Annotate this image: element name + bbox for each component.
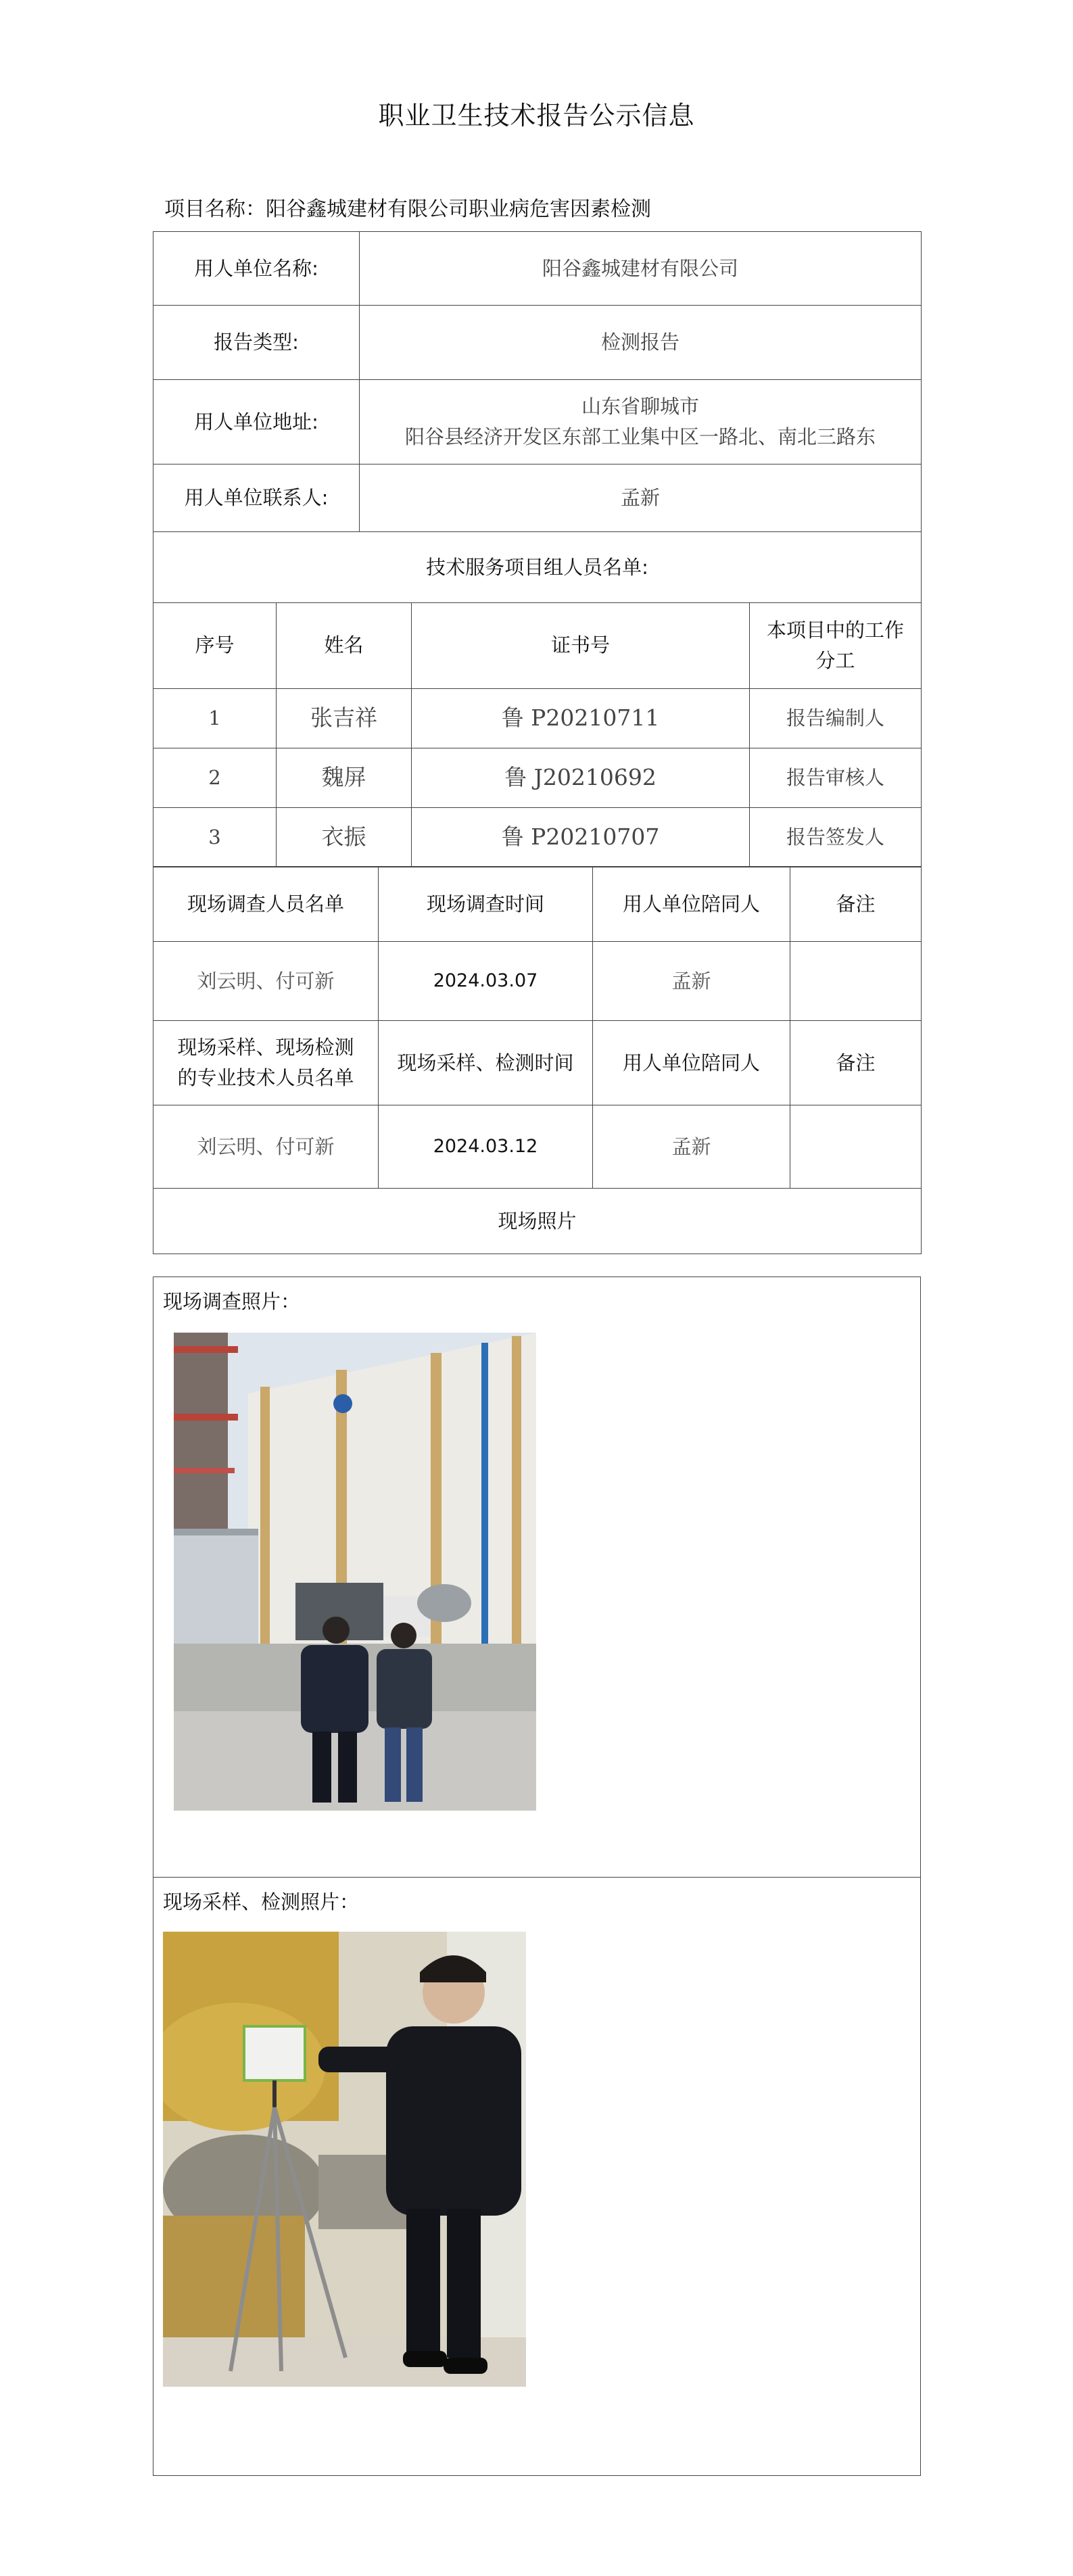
team-row: [153, 807, 922, 867]
survey-remark: [790, 942, 922, 1021]
team-row: [153, 688, 922, 748]
team-header-role-line-2: 分工: [815, 648, 855, 672]
sampling-escort: 孟新: [593, 1105, 790, 1189]
photo-block: [153, 1277, 921, 2476]
address-line-2: 阳谷县经济开发区东部工业集中区一路北、南北三路东: [404, 425, 876, 448]
contact-label: 用人单位联系人:: [153, 464, 360, 532]
sampling-remark: [790, 1105, 922, 1189]
sampling-header-escort: 用人单位陪同人: [593, 1021, 790, 1105]
sampling-header-people-line-1: 现场采样、现场检测: [177, 1036, 354, 1059]
survey-header-row: [153, 867, 922, 942]
team-row-role: 报告编制人: [750, 688, 922, 748]
info-sheet: [153, 231, 921, 1254]
team-header-role: [750, 602, 922, 688]
photos-title-row: [153, 1189, 922, 1254]
team-header-name: 姓名: [277, 602, 412, 688]
team-row: [153, 748, 922, 807]
survey-header-people: 现场调查人员名单: [153, 867, 379, 942]
address-value: [360, 380, 922, 464]
employer-name-row: [153, 232, 922, 306]
team-row-name: 衣振: [277, 807, 412, 867]
sampling-header-time: 现场采样、检测时间: [379, 1021, 593, 1105]
team-row-cert: 鲁 J20210692: [412, 748, 750, 807]
contact-row: [153, 464, 922, 532]
team-row-role: 报告签发人: [750, 807, 922, 867]
sampling-photo-label: 现场采样、检测照片：: [163, 1890, 360, 1913]
sampling-time: 2024.03.12: [379, 1105, 593, 1189]
contact-value: 孟新: [360, 464, 922, 532]
sampling-photo-section: [153, 1878, 920, 2475]
survey-data-row: [153, 942, 922, 1021]
team-table: [153, 602, 922, 867]
project-name-value: 阳谷鑫城建材有限公司职业病危害因素检测: [266, 197, 651, 221]
photos-title: 现场照片: [153, 1189, 922, 1254]
employer-name-value: 阳谷鑫城建材有限公司: [360, 232, 922, 306]
team-row-name: 魏屏: [277, 748, 412, 807]
address-row: [153, 380, 922, 464]
report-type-label: 报告类型:: [153, 306, 360, 380]
survey-header-escort: 用人单位陪同人: [593, 867, 790, 942]
team-row-role: 报告审核人: [750, 748, 922, 807]
team-title-row: [153, 532, 922, 603]
sampling-data-row: [153, 1105, 922, 1189]
sampling-header-row: [153, 1021, 922, 1105]
team-header-role-line-1: 本项目中的工作: [766, 618, 904, 642]
survey-time: 2024.03.07: [379, 942, 593, 1021]
survey-table: [153, 866, 922, 1254]
team-header-no: 序号: [153, 602, 277, 688]
survey-header-remark: 备注: [790, 867, 922, 942]
team-row-cert: 鲁 P20210711: [412, 688, 750, 748]
sampling-photo: [163, 1932, 526, 2387]
team-row-cert: 鲁 P20210707: [412, 807, 750, 867]
team-header-cert: 证书号: [412, 602, 750, 688]
report-type-row: [153, 306, 922, 380]
address-label: 用人单位地址:: [153, 380, 360, 464]
survey-photo: [174, 1333, 536, 1811]
address-line-1: 山东省聊城市: [581, 395, 699, 419]
team-row-name: 张吉祥: [277, 688, 412, 748]
survey-header-time: 现场调查时间: [379, 867, 593, 942]
sampling-header-remark: 备注: [790, 1021, 922, 1105]
survey-photo-image: [174, 1333, 536, 1811]
team-header-row: [153, 602, 922, 688]
sampling-people: 刘云明、付可新: [153, 1105, 379, 1189]
survey-photo-label: 现场调查照片：: [163, 1290, 301, 1313]
employer-info-table: [153, 231, 922, 603]
sampling-photo-image: [163, 1932, 526, 2387]
report-type-value: 检测报告: [360, 306, 922, 380]
team-row-no: 2: [153, 748, 277, 807]
project-name-label: 项目名称：: [164, 197, 266, 221]
team-row-no: 1: [153, 688, 277, 748]
survey-people: 刘云明、付可新: [153, 942, 379, 1021]
survey-escort: 孟新: [593, 942, 790, 1021]
project-name-line: [164, 192, 651, 222]
team-row-no: 3: [153, 807, 277, 867]
survey-photo-section: [153, 1277, 920, 1878]
team-section-title: 技术服务项目组人员名单:: [153, 532, 922, 603]
document-title: 职业卫生技术报告公示信息: [378, 101, 695, 130]
sampling-header-people: [153, 1021, 379, 1105]
sampling-header-people-line-2: 的专业技术人员名单: [177, 1066, 354, 1089]
employer-name-label: 用人单位名称:: [153, 232, 360, 306]
